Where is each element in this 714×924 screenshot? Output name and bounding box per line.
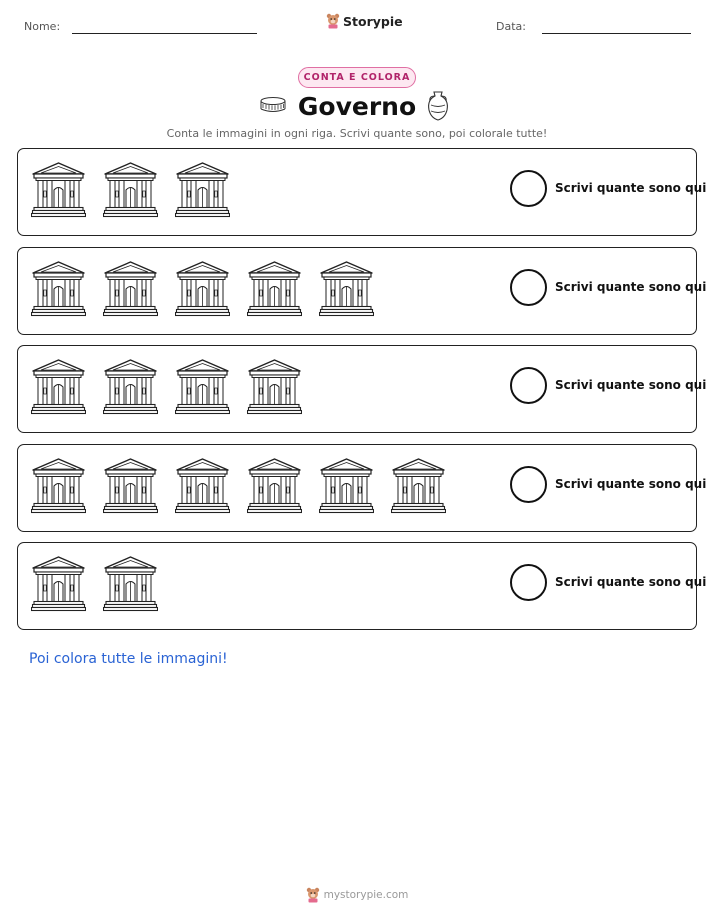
row-images [31, 358, 302, 415]
activity-badge: CONTA E COLORA [298, 67, 416, 88]
counting-row [17, 247, 707, 335]
name-label: Nome: [24, 20, 61, 33]
instructions: Conta le immagini in ogni riga. Scrivi quante sono, poi colorale tutte! [166, 127, 548, 140]
bear-mascot-icon [306, 887, 320, 903]
row-images [31, 260, 374, 317]
counting-row [17, 148, 707, 236]
answer-label: Scrivi quante sono qui [555, 476, 707, 491]
answer-label: Scrivi quante sono qui [555, 279, 707, 294]
answer-circle[interactable] [510, 367, 547, 404]
date-field[interactable] [542, 33, 691, 34]
date-label: Data: [496, 20, 526, 33]
answer-circle[interactable] [510, 466, 547, 503]
answer-circle[interactable] [510, 564, 547, 601]
government-building-icon [103, 260, 158, 317]
answer-label: Scrivi quante sono qui [555, 181, 707, 195]
government-building-icon [175, 260, 230, 317]
counting-row [17, 444, 707, 532]
page-title: Governo [297, 92, 417, 121]
row-images [31, 457, 446, 514]
brand-logo [326, 13, 403, 29]
footer [0, 887, 714, 903]
answer-circle[interactable] [510, 170, 547, 207]
government-building-icon [247, 260, 302, 317]
government-building-icon [247, 358, 302, 415]
government-building-icon [175, 161, 230, 218]
government-building-icon [31, 555, 86, 612]
answer-label: Scrivi quante sono qui [555, 378, 707, 392]
government-building-icon [31, 457, 86, 514]
government-building-icon [319, 457, 374, 514]
government-building-icon [103, 457, 158, 514]
row-images [31, 161, 230, 218]
answer-circle[interactable] [510, 269, 547, 306]
government-building-icon [175, 358, 230, 415]
government-building-icon [31, 358, 86, 415]
amphora-icon [424, 90, 452, 122]
counting-row [17, 345, 707, 433]
government-building-icon [391, 457, 446, 514]
counting-row [17, 542, 707, 630]
footer-url: mystorypie.com [323, 889, 409, 901]
answer-label: Scrivi quante sono qui [555, 575, 707, 589]
color-note: Poi colora tutte le immagini! [29, 651, 228, 667]
government-building-icon [103, 555, 158, 612]
government-building-icon [175, 457, 230, 514]
government-building-icon [31, 260, 86, 317]
row-images [31, 555, 158, 612]
government-building-icon [103, 358, 158, 415]
government-building-icon [319, 260, 374, 317]
bear-mascot-icon [326, 13, 340, 29]
government-building-icon [103, 161, 158, 218]
brand-name: Storypie [343, 13, 403, 29]
name-field[interactable] [72, 33, 257, 34]
government-building-icon [247, 457, 302, 514]
government-building-icon [31, 161, 86, 218]
